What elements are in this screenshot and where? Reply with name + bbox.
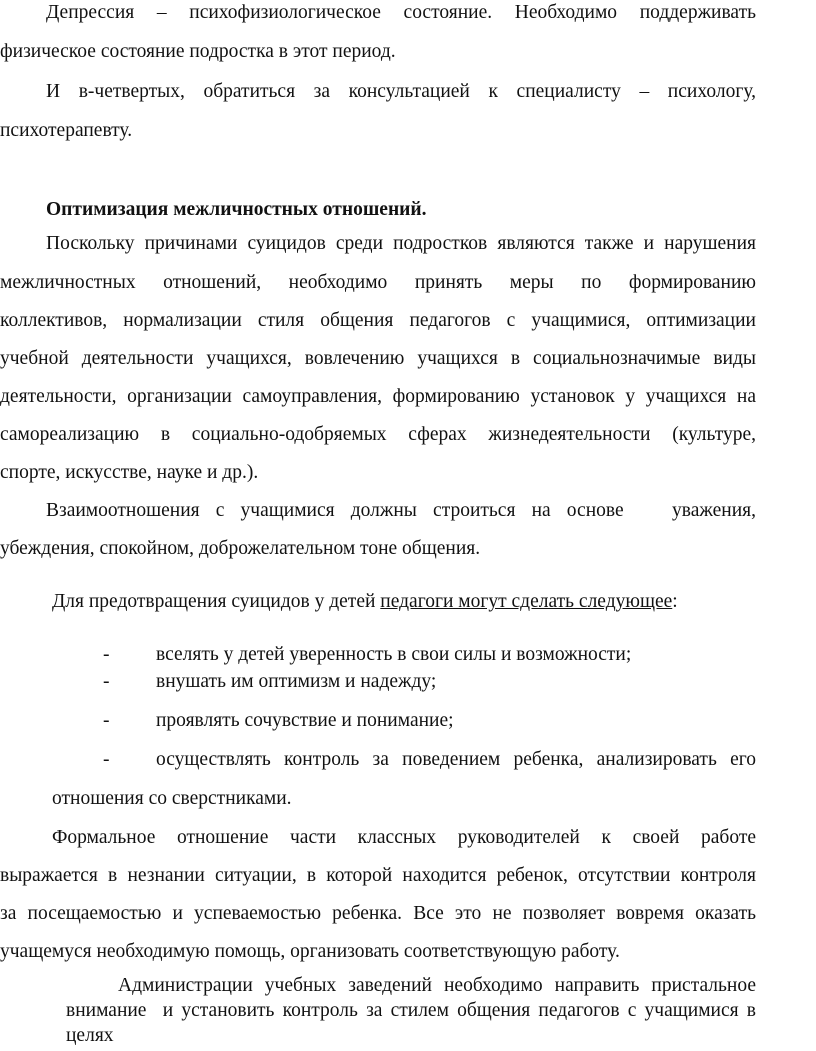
list-item: проявлять сочувствие и понимание; — [156, 710, 454, 731]
list-marker: - — [103, 644, 110, 665]
list-marker: - — [103, 749, 110, 770]
paragraph-administration-line-3: целях — [66, 1025, 114, 1046]
list-intro — [52, 591, 678, 613]
paragraph-optimization-line-5: деятельности, организации самоуправления, формированию установок у учащихся на — [0, 386, 756, 407]
list-marker: - — [103, 710, 110, 731]
paragraph-depression-line-2: физическое состояние подростка в этот период. — [0, 41, 396, 62]
paragraph-optimization-line-3: коллективов, нормализации стиля общения педагогов с учащимися, оптимизации — [0, 310, 756, 331]
paragraph-fourth-line-1: И в-четвертых, обратиться за консультацией к специалисту – психологу, — [46, 81, 756, 102]
paragraph-optimization-line-1: Поскольку причинами суицидов среди подростков являются также и нарушения — [46, 233, 756, 254]
list-item: внушать им оптимизм и надежду; — [156, 671, 437, 692]
paragraph-relations-line-2: убеждения, спокойном, доброжелательном тоне общения. — [0, 538, 481, 559]
paragraph-administration-line-2: внимание и установить контроль за стилем общения педагогов с учащимися в — [66, 1000, 756, 1021]
paragraph-formal-line-2: выражается в незнании ситуации, в которой находится ребенок, отсутствии контроля — [0, 865, 756, 886]
paragraph-formal-line-3: за посещаемостью и успеваемостью ребенка. Все это не позволяет вовремя оказать — [0, 903, 756, 924]
paragraph-depression-line-1: Депрессия – психофизиологическое состояние. Необходимо поддерживать — [46, 2, 756, 23]
paragraph-formal-line-4: учащемуся необходимую помощь, организовать соответствующую работу. — [0, 941, 620, 962]
paragraph-administration-line-1: Администрации учебных заведений необходимо направить пристальное — [118, 975, 756, 996]
paragraph-relations-line-1: Взаимоотношения с учащимися должны строиться на основе уважения, — [46, 500, 756, 521]
list-intro-suffix: : — [672, 591, 678, 612]
list-intro-prefix: Для предотвращения суицидов у детей — [52, 591, 381, 612]
paragraph-optimization-line-7: спорте, искусстве, науке и др.). — [0, 462, 259, 483]
section-heading: Оптимизация межличностных отношений. — [46, 199, 427, 220]
paragraph-fourth-line-2: психотерапевту. — [0, 120, 133, 141]
paragraph-formal-line-1: Формальное отношение части классных руководителей к своей работе — [52, 827, 756, 848]
list-item: вселять у детей уверенность в свои силы и возможности; — [156, 644, 632, 665]
paragraph-optimization-line-6: самореализацию в социально-одобряемых сферах жизнедеятельности (культуре, — [0, 424, 756, 445]
list-intro-underlined: педагоги могут сделать следующее — [380, 591, 673, 612]
paragraph-optimization-line-4: учебной деятельности учащихся, вовлечению учащихся в социальнозначимые виды — [0, 348, 756, 369]
paragraph-optimization-line-2: межличностных отношений, необходимо принять меры по формированию — [0, 272, 756, 293]
list-item-continuation: отношения со сверстниками. — [52, 788, 292, 809]
list-item: осуществлять контроль за поведением ребенка, анализировать его — [156, 749, 756, 770]
list-marker: - — [103, 671, 110, 692]
